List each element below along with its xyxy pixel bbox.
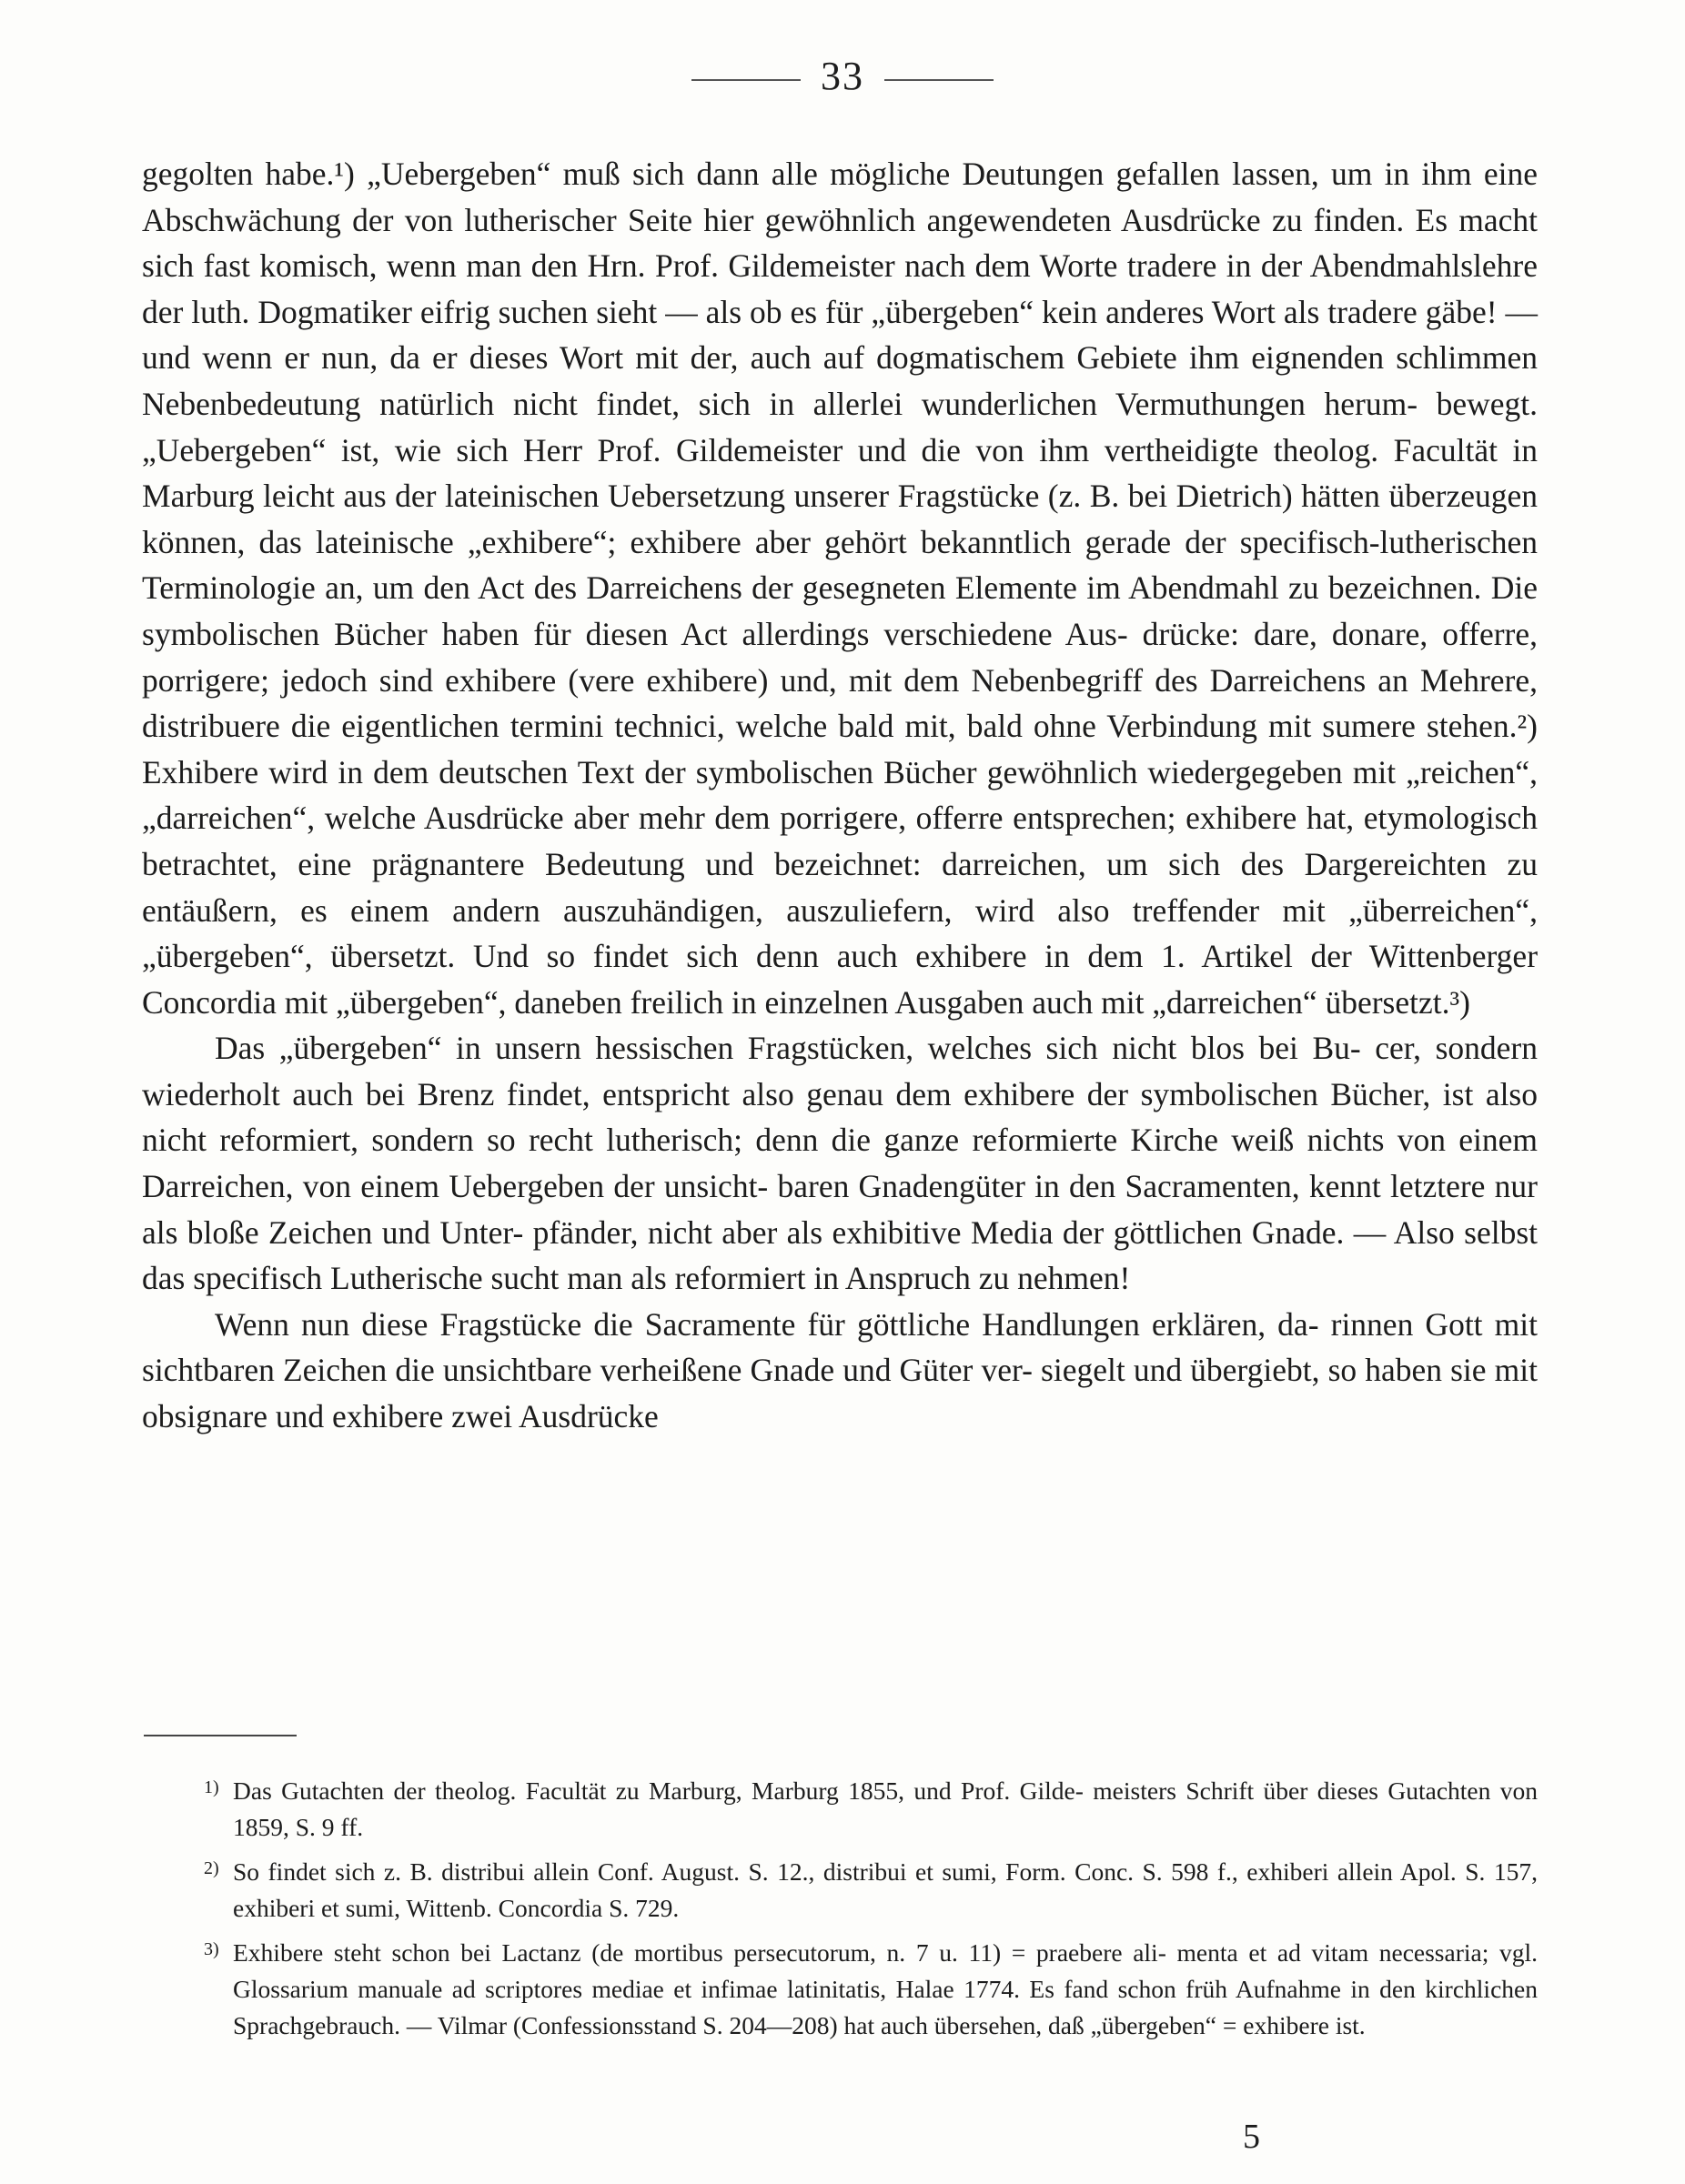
footnote-line: menta et ad vitam necessaria; vgl. Glossarium manuale ad scriptores mediae et infimae	[233, 1937, 1539, 2004]
page-number: 33	[821, 54, 864, 98]
text-line: gegolten habe.¹) „Uebergeben“ muß sich dann alle mögliche Deutungen gefallen lassen, um	[142, 156, 1373, 192]
paragraph	[142, 1302, 1538, 1440]
text-line: in einzelnen Ausgaben auch mit „darreichen“ übersetzt.³)	[731, 983, 1470, 1021]
footnote-separator	[144, 1735, 297, 1736]
text-line: „darreichen“, welche Ausdrücke aber mehr dem porrigere, offerre entsprechen; exhibere	[142, 800, 1297, 837]
text-line: siegelt und übergiebt, so haben sie mit obsignare und exhibere zwei Ausdrücke	[142, 1352, 1538, 1435]
footnote-line: Das Gutachten der theolog. Facultät zu Marburg, Marburg 1855, und Prof. Gilde-	[233, 1776, 1084, 1805]
text-line: Nebenbedeutung natürlich nicht findet, sich in allerlei wunderlichen Vermuthungen herum-	[142, 385, 1418, 422]
header-rule-right	[884, 79, 994, 81]
text-line: baren Gnadengüter in den Sacramenten, kennt letztere nur als bloße Zeichen und Unter-	[142, 1168, 1538, 1251]
text-line: reformierte Kirche weiß nichts von einem Darreichen, von einem Uebergeben der unsicht-	[142, 1122, 1539, 1205]
text-line: nun, da er dieses Wort mit der, auch auf dogmatischem Gebiete ihm eignenden schlimmen	[321, 339, 1538, 377]
footnote-line: latinitatis, Halae 1774. Es fand schon früh Aufnahme in den kirchlichen Sprachgebrauch. —	[233, 1975, 1538, 2040]
text-line: in ihm eine Abschwächung der von lutherischer Seite hier gewöhnlich angewendeten Ausdrücke	[142, 156, 1539, 238]
text-line: symbolischen Bücher, ist also nicht reformiert, sondern so recht lutherisch; denn die ganze	[142, 1075, 1538, 1159]
text-line: Wenn nun diese Fragstücke die Sacramente für göttliche Handlungen erklären, da-	[215, 1305, 1319, 1343]
footnotes	[142, 1773, 1538, 2052]
footnote-line: Vilmar (Confessionsstand S. 204—208) hat auch übersehen, daß „übergeben“ = exhibere ist.	[437, 2011, 1366, 2040]
text-line: an, um den Act des Darreichens der gesegneten Elemente im Abendmahl zu	[325, 569, 1319, 607]
text-line: vertheidigte theolog. Facultät in Marburg leicht aus der lateinischen Uebersetzung unserer	[142, 431, 1539, 515]
paragraph	[142, 151, 1538, 1025]
text-line: rinnen Gott mit sichtbaren Zeichen die unsichtbare verheißene Gnade und Güter ver-	[142, 1305, 1538, 1389]
footnote-line: S. 598 f., exhiberi allein Apol. S. 157, exhiberi et sumi, Wittenb. Concordia S. 729.	[233, 1857, 1538, 1923]
footnote-mark: 3)	[204, 1938, 219, 1959]
text-line: hat, etymologisch betrachtet, eine prägnantere Bedeutung und bezeichnet: darreichen, um	[142, 800, 1538, 882]
footnote	[142, 1935, 1538, 2045]
footnote-line: meisters Schrift über dieses Gutachten von 1859, S. 9 ff.	[233, 1776, 1539, 1842]
text-line: dem Worte tradere in der Abendmahlslehre der luth. Dogmatiker eifrig suchen sieht —	[142, 247, 1539, 330]
body-text	[142, 151, 1538, 1440]
text-line: technici, welche bald mit, bald ohne Verbindung mit sumere stehen.²) Exhibere wird	[142, 708, 1538, 790]
text-line: cer, sondern wiederholt auch bei Brenz findet, entspricht also genau dem exhibere der	[142, 1030, 1538, 1112]
text-line: Fragstücke (z. B. bei Dietrich) hätten überzeugen können, das lateinische „exhibere“;	[142, 478, 1538, 560]
footnote-mark: 2)	[204, 1857, 219, 1878]
text-line: also treffender mit „überreichen“, „übergeben“, übersetzt. Und so findet sich denn auch	[142, 891, 1539, 975]
header-rule-left	[691, 79, 801, 81]
text-line: als ob es für „übergeben“ kein anderes Wort als tradere gäbe! — und wenn er	[142, 293, 1538, 377]
text-line: specifisch Lutherische sucht man als reformiert in Anspruch zu nehmen!	[193, 1260, 1131, 1297]
footnote	[142, 1854, 1538, 1927]
text-line: pfänder, nicht aber als exhibitive Media der göttlichen Gnade. — Also selbst das	[142, 1213, 1539, 1297]
text-line: in dem deutschen Text der symbolischen Bücher gewöhnlich wiedergegeben mit „reichen“,	[338, 753, 1538, 790]
text-line: exhibere aber gehört bekanntlich gerade der specifisch-lutherischen Terminologie	[142, 523, 1539, 607]
footnote-line: So findet sich z. B. distribui allein Conf. August. S. 12., distribui et sumi, Form. Conc.	[233, 1857, 1135, 1886]
footnote-line: Exhibere steht schon bei Lactanz (de mortibus persecutorum, n. 7 u. 11) = praebere ali-	[233, 1937, 1166, 1967]
text-line: mit dem Nebenbegriff des Darreichens an Mehrere, distribuere die eigentlichen termini	[142, 661, 1538, 745]
footnote	[142, 1773, 1538, 1847]
signature-mark: 5	[1243, 2118, 1260, 2156]
text-line: zu finden. Es macht sich fast komisch, wenn man den Hrn. Prof. Gildemeister nach	[142, 201, 1539, 285]
text-line: bezeichnen. Die symbolischen Bücher haben für diesen Act allerdings verschiedene Aus-	[142, 569, 1539, 652]
text-line: sich des Dargereichten zu entäußern, es einem andern auszuhändigen, auszuliefern, wird	[142, 845, 1538, 929]
footnote-mark: 1)	[204, 1777, 219, 1797]
text-line: exhibere in dem 1. Artikel der Wittenberger Concordia mit „übergeben“, daneben freilich	[142, 938, 1539, 1021]
text-line: drücke: dare, donare, offerre, porrigere; jedoch sind exhibere (vere exhibere) und,	[142, 615, 1539, 699]
page-header	[0, 53, 1685, 99]
text-line: bewegt. „Uebergeben“ ist, wie sich Herr Prof. Gildemeister und die von ihm	[142, 385, 1539, 468]
text-line: Das „übergeben“ in unsern hessischen Fragstücken, welches sich nicht blos bei Bu-	[215, 1030, 1361, 1067]
paragraph	[142, 1025, 1538, 1302]
